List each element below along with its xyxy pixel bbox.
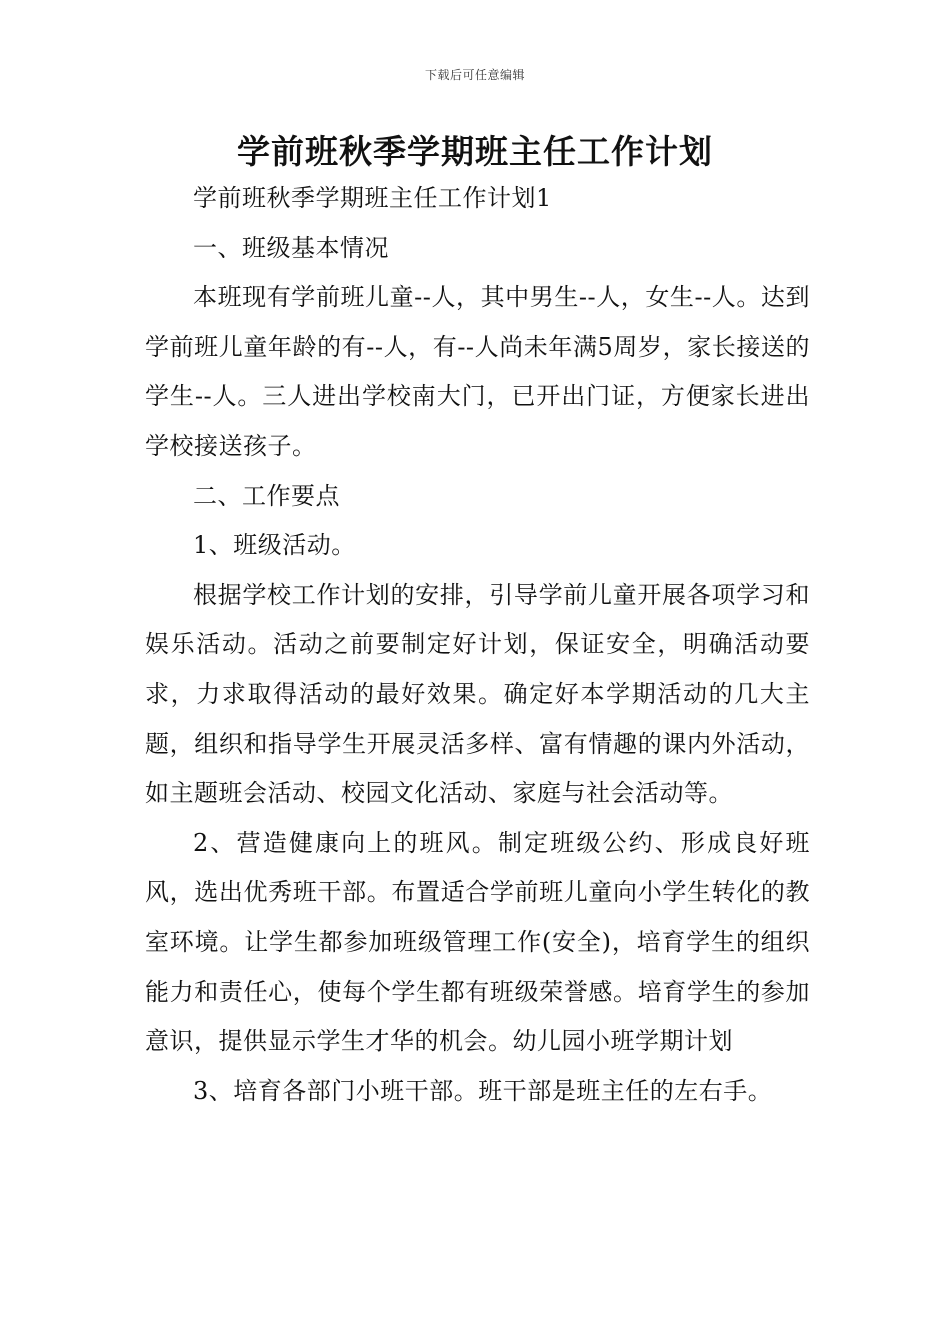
paragraph-class-spirit: 2、营造健康向上的班风。制定班级公约、形成良好班风，选出优秀班干部。布置适合学前班儿童向小学生转化的教室环境。让学生都参加班级管理工作(安全)，培育学生的组织能力和责任心，使每个学生都有班级荣誉感。培育学生的参加意识，提供显示学生才华的机会。幼儿园小班学期计划 xyxy=(145,828,810,1056)
section-heading-2: 二、工作要点 xyxy=(193,481,340,510)
item-heading-1: 1、班级活动。 xyxy=(193,531,356,560)
paragraph-activities: 根据学校工作计划的安排，引导学前儿童开展各项学习和娱乐活动。活动之前要制定好计划，保证安全，明确活动要求，力求取得活动的最好效果。确定好本学期活动的几大主题，组织和指导学生开展灵活多样、富有情趣的课内外活动，如主题班会活动、校园文化活动、家庭与社会活动等。 xyxy=(145,580,810,808)
paragraph-class-info: 本班现有学前班儿童--人，其中男生--人，女生--人。达到学前班儿童年龄的有--人，有--人尚未年满5周岁，家长接送的学生--人。三人进出学校南大门，已开出门证，方便家长进出学校接送孩子。 xyxy=(145,283,810,460)
paragraph-class-cadres: 3、培育各部门小班干部。班干部是班主任的左右手。 xyxy=(193,1076,773,1105)
section-heading-1: 一、班级基本情况 xyxy=(193,233,389,262)
header-note: 下载后可任意编辑 xyxy=(424,68,525,82)
document-body xyxy=(145,174,810,1116)
document-title: 学前班秋季学期班主任工作计划 xyxy=(237,132,713,171)
subtitle-paragraph: 学前班秋季学期班主任工作计划1 xyxy=(193,184,552,212)
